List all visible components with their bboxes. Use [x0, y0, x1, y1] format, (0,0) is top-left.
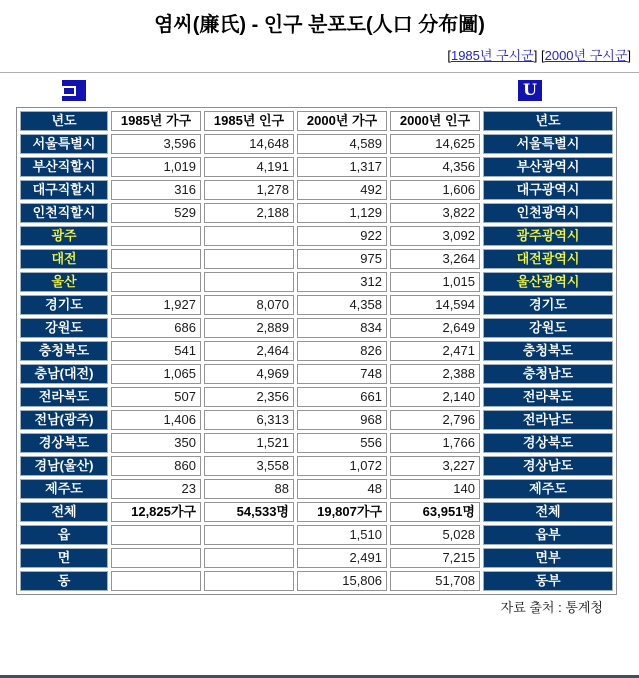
table-row	[20, 157, 613, 177]
row-label-left: 울산	[20, 272, 108, 292]
page-title: 염씨(廉氏) - 인구 분포도(人口 分布圖)	[154, 14, 485, 36]
value-cell: 4,191	[204, 157, 294, 177]
row-label-left: 동	[20, 571, 108, 591]
value-cell: 541	[111, 341, 201, 361]
table-row	[20, 226, 613, 246]
value-cell: 826	[297, 341, 387, 361]
row-label-left: 대구직할시	[20, 180, 108, 200]
value-cell: 4,589	[297, 134, 387, 154]
value-cell	[111, 548, 201, 568]
value-cell: 1,521	[204, 433, 294, 453]
value-cell: 1,766	[390, 433, 480, 453]
value-cell: 686	[111, 318, 201, 338]
value-cell	[111, 226, 201, 246]
value-cell: 2,464	[204, 341, 294, 361]
row-label-right: 동부	[483, 571, 613, 591]
value-cell	[111, 272, 201, 292]
value-cell: 2,889	[204, 318, 294, 338]
year-links	[0, 45, 631, 64]
value-cell: 19,807가구	[297, 502, 387, 522]
table-header-row	[20, 111, 613, 131]
row-label-right: 읍부	[483, 525, 613, 545]
value-cell: 51,708	[390, 571, 480, 591]
value-cell: 14,594	[390, 295, 480, 315]
table-row	[20, 364, 613, 384]
row-label-right: 경상남도	[483, 456, 613, 476]
header-year-left: 년도	[20, 111, 108, 131]
value-cell: 1,072	[297, 456, 387, 476]
value-cell: 968	[297, 410, 387, 430]
data-source-note: 자료 출처 : 통계청	[500, 600, 603, 615]
row-label-right: 인천광역시	[483, 203, 613, 223]
value-cell: 2,649	[390, 318, 480, 338]
value-cell: 48	[297, 479, 387, 499]
value-cell: 2,388	[390, 364, 480, 384]
population-table-body	[20, 134, 613, 591]
table-row	[20, 433, 613, 453]
row-label-right: 강원도	[483, 318, 613, 338]
value-cell: 23	[111, 479, 201, 499]
header-1985-population: 1985년 인구	[204, 111, 294, 131]
population-table	[16, 107, 617, 595]
value-cell: 7,215	[390, 548, 480, 568]
value-cell: 316	[111, 180, 201, 200]
value-cell	[111, 525, 201, 545]
value-cell	[204, 249, 294, 269]
table-row	[20, 295, 613, 315]
up-anchor-icon[interactable]	[518, 80, 542, 101]
value-cell: 3,092	[390, 226, 480, 246]
value-cell: 3,822	[390, 203, 480, 223]
row-label-left: 충청북도	[20, 341, 108, 361]
row-label-right: 전체	[483, 502, 613, 522]
row-label-left: 전체	[20, 502, 108, 522]
value-cell: 834	[297, 318, 387, 338]
row-label-left: 부산직할시	[20, 157, 108, 177]
value-cell: 2,471	[390, 341, 480, 361]
row-label-left: 서울특별시	[20, 134, 108, 154]
table-row	[20, 410, 613, 430]
bracket: ]	[533, 48, 538, 63]
value-cell: 6,313	[204, 410, 294, 430]
up-glyph: U	[523, 80, 537, 99]
value-cell: 661	[297, 387, 387, 407]
table-row	[20, 479, 613, 499]
row-label-left: 읍	[20, 525, 108, 545]
value-cell: 1,019	[111, 157, 201, 177]
value-cell: 748	[297, 364, 387, 384]
row-label-left: 경기도	[20, 295, 108, 315]
row-label-right: 대구광역시	[483, 180, 613, 200]
value-cell	[111, 571, 201, 591]
value-cell: 4,358	[297, 295, 387, 315]
row-label-left: 충남(대전)	[20, 364, 108, 384]
table-row	[20, 548, 613, 568]
row-label-left: 전남(광주)	[20, 410, 108, 430]
table-row	[20, 502, 613, 522]
value-cell: 1,406	[111, 410, 201, 430]
row-label-right: 울산광역시	[483, 272, 613, 292]
value-cell: 312	[297, 272, 387, 292]
value-cell: 4,356	[390, 157, 480, 177]
value-cell: 2,188	[204, 203, 294, 223]
image-placeholder-glyph	[62, 86, 76, 96]
row-label-left: 제주도	[20, 479, 108, 499]
value-cell: 4,969	[204, 364, 294, 384]
row-label-right: 전라남도	[483, 410, 613, 430]
value-cell: 5,028	[390, 525, 480, 545]
value-cell	[204, 525, 294, 545]
value-cell: 1,927	[111, 295, 201, 315]
row-label-left: 경상북도	[20, 433, 108, 453]
table-row	[20, 571, 613, 591]
value-cell: 860	[111, 456, 201, 476]
value-cell: 1,129	[297, 203, 387, 223]
link-2000-gusigun[interactable]: 2000년 구시군	[544, 48, 628, 63]
value-cell: 15,806	[297, 571, 387, 591]
row-label-right: 부산광역시	[483, 157, 613, 177]
value-cell: 12,825가구	[111, 502, 201, 522]
value-cell: 63,951명	[390, 502, 480, 522]
value-cell: 14,648	[204, 134, 294, 154]
value-cell	[204, 226, 294, 246]
bracket: ]	[627, 48, 631, 63]
value-cell: 507	[111, 387, 201, 407]
row-label-right: 광주광역시	[483, 226, 613, 246]
row-label-left: 면	[20, 548, 108, 568]
value-cell: 88	[204, 479, 294, 499]
value-cell: 2,491	[297, 548, 387, 568]
value-cell: 1,015	[390, 272, 480, 292]
value-cell	[204, 548, 294, 568]
value-cell	[204, 272, 294, 292]
table-row	[20, 272, 613, 292]
row-label-right: 전라북도	[483, 387, 613, 407]
table-row	[20, 525, 613, 545]
row-label-left: 전라북도	[20, 387, 108, 407]
row-label-right: 충청남도	[483, 364, 613, 384]
link-1985-gusigun[interactable]: 1985년 구시군	[450, 48, 534, 63]
header-year-right: 년도	[483, 111, 613, 131]
value-cell: 3,227	[390, 456, 480, 476]
value-cell: 922	[297, 226, 387, 246]
table-row	[20, 387, 613, 407]
row-label-right: 면부	[483, 548, 613, 568]
value-cell: 140	[390, 479, 480, 499]
table-row	[20, 341, 613, 361]
table-row	[20, 456, 613, 476]
value-cell: 492	[297, 180, 387, 200]
row-label-left: 경남(울산)	[20, 456, 108, 476]
value-cell: 975	[297, 249, 387, 269]
value-cell: 1,317	[297, 157, 387, 177]
row-label-right: 경상북도	[483, 433, 613, 453]
row-label-right: 경기도	[483, 295, 613, 315]
value-cell	[204, 571, 294, 591]
value-cell: 8,070	[204, 295, 294, 315]
value-cell: 1,278	[204, 180, 294, 200]
value-cell: 3,264	[390, 249, 480, 269]
value-cell: 54,533명	[204, 502, 294, 522]
row-label-left: 강원도	[20, 318, 108, 338]
table-row	[20, 203, 613, 223]
value-cell: 1,510	[297, 525, 387, 545]
value-cell	[111, 249, 201, 269]
table-row	[20, 180, 613, 200]
row-label-left: 인천직할시	[20, 203, 108, 223]
table-row	[20, 318, 613, 338]
value-cell: 529	[111, 203, 201, 223]
row-label-left: 대전	[20, 249, 108, 269]
row-label-left: 광주	[20, 226, 108, 246]
value-cell: 2,356	[204, 387, 294, 407]
value-cell: 1,606	[390, 180, 480, 200]
row-label-right: 제주도	[483, 479, 613, 499]
table-row	[20, 249, 613, 269]
row-label-right: 서울특별시	[483, 134, 613, 154]
header-2000-population: 2000년 인구	[390, 111, 480, 131]
anchor-icons-row	[0, 73, 639, 107]
value-cell: 3,558	[204, 456, 294, 476]
bracket: [	[540, 48, 545, 63]
header-2000-households: 2000년 가구	[297, 111, 387, 131]
table-row	[20, 134, 613, 154]
bracket: [	[447, 48, 451, 63]
row-label-right: 충청북도	[483, 341, 613, 361]
header-1985-households: 1985년 가구	[111, 111, 201, 131]
value-cell: 556	[297, 433, 387, 453]
value-cell: 350	[111, 433, 201, 453]
value-cell: 14,625	[390, 134, 480, 154]
value-cell: 1,065	[111, 364, 201, 384]
row-label-right: 대전광역시	[483, 249, 613, 269]
value-cell: 2,140	[390, 387, 480, 407]
value-cell: 2,796	[390, 410, 480, 430]
value-cell: 3,596	[111, 134, 201, 154]
image-anchor-icon[interactable]	[62, 80, 86, 101]
